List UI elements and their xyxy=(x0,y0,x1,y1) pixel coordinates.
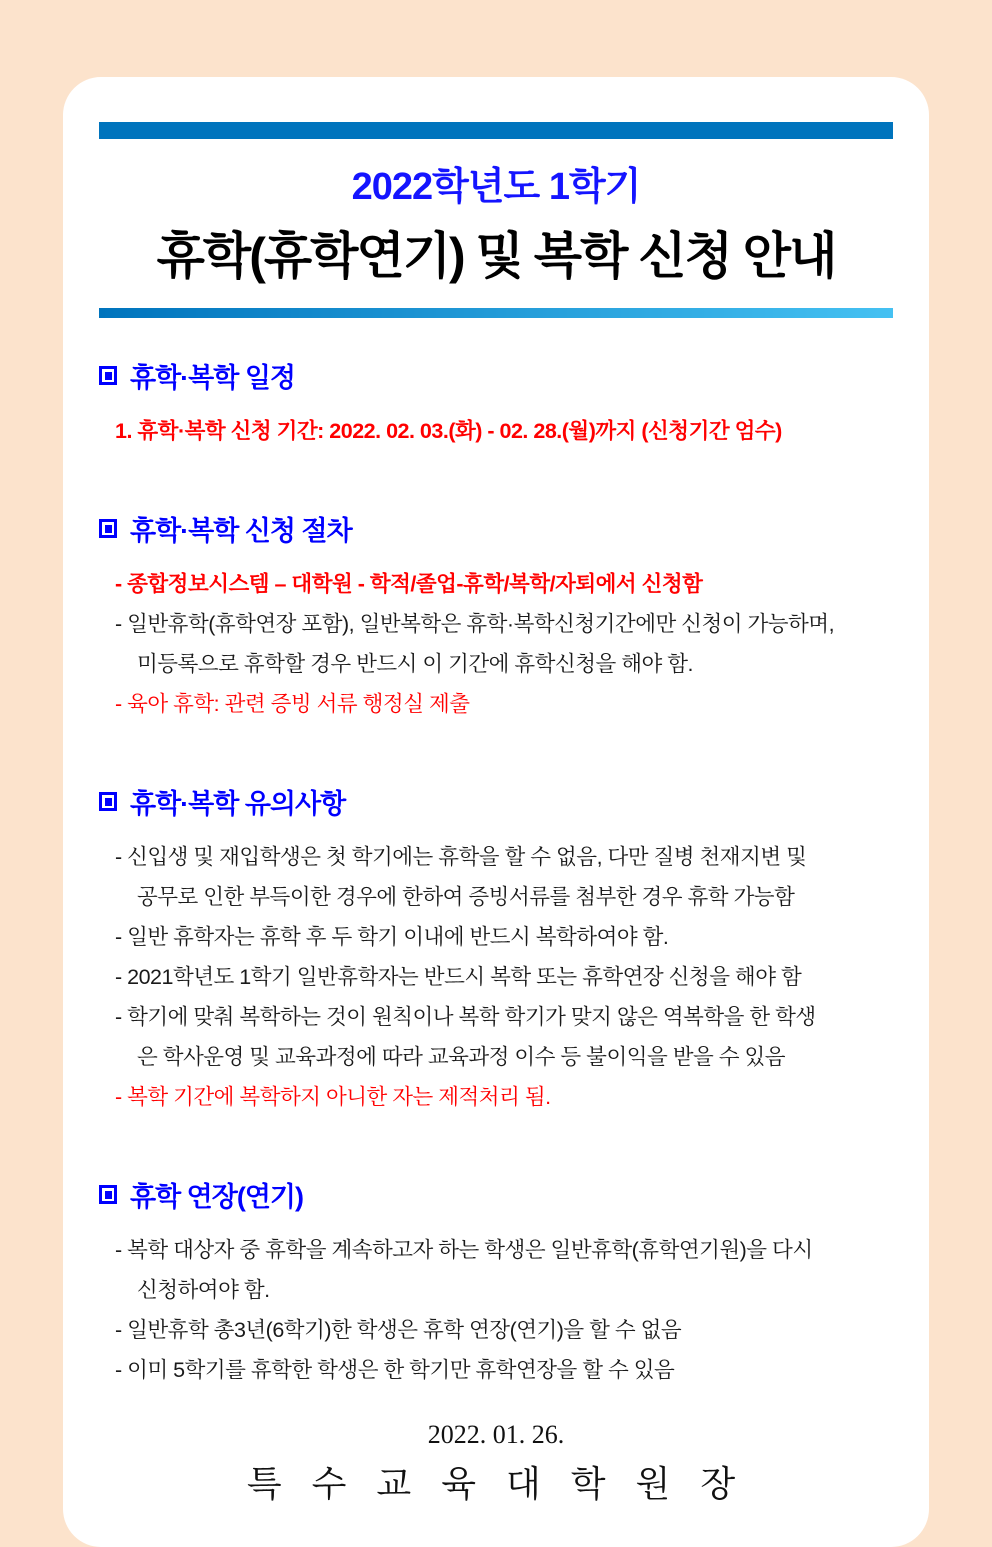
notice-line: - 2021학년도 1학기 일반휴학자는 반드시 복학 또는 휴학연장 신청을 해야 함 xyxy=(115,965,802,989)
section-heading xyxy=(99,509,893,548)
section-heading xyxy=(99,1175,893,1214)
section-procedure xyxy=(99,509,893,724)
notice-line: - 일반휴학(휴학연장 포함), 일반복학은 휴학·복학신청기간에만 신청이 가능하며, xyxy=(115,612,835,636)
square-bullet-icon xyxy=(99,366,117,385)
section-cautions xyxy=(99,782,893,1117)
notice-line: - 신입생 및 재입학생은 첫 학기에는 휴학을 할 수 없음, 다만 질병 천재지변 및 xyxy=(115,845,807,869)
notice-line: - 육아 휴학: 관련 증빙 서류 행정실 제출 xyxy=(115,692,470,716)
notice-line: - 일반휴학 총3년(6학기)한 학생은 휴학 연장(연기)을 할 수 없음 xyxy=(115,1318,682,1342)
title-underline-bar xyxy=(99,308,893,318)
section-title: 휴학·복학 신청 절차 xyxy=(130,516,352,546)
notice-line: - 학기에 맞춰 복학하는 것이 원칙이나 복학 학기가 맞지 않은 역복학을 한 학생 xyxy=(115,1005,816,1029)
notice-line: 은 학사운영 및 교육과정에 따라 교육과정 이수 등 불이익을 받을 수 있음 xyxy=(137,1045,786,1069)
section-extension xyxy=(99,1175,893,1390)
top-accent-bar xyxy=(99,122,893,139)
notice-line: - 복학 기간에 복학하지 아니한 자는 제적처리 됨. xyxy=(115,1085,551,1109)
section-title: 휴학·복학 일정 xyxy=(130,363,295,393)
notice-card xyxy=(63,77,929,1547)
notice-footer xyxy=(99,1420,893,1507)
section-title: 휴학·복학 유의사항 xyxy=(130,789,346,819)
notice-line: - 종합정보시스템 – 대학원 - 학적/졸업-휴학/복학/자퇴에서 신청함 xyxy=(115,572,703,596)
square-bullet-icon xyxy=(99,792,117,811)
section-title: 휴학 연장(연기) xyxy=(130,1182,303,1212)
issue-date: 2022. 01. 26. xyxy=(427,1420,565,1449)
section-schedule xyxy=(99,356,893,451)
notice-line: - 일반 휴학자는 휴학 후 두 학기 이내에 반드시 복학하여야 함. xyxy=(115,925,669,949)
section-heading xyxy=(99,782,893,821)
notice-subtitle: 2022학년도 1학기 xyxy=(351,166,641,208)
notice-line: - 복학 대상자 중 휴학을 계속하고자 하는 학생은 일반휴학(휴학연기원)을 다시 xyxy=(115,1238,813,1262)
issuer-signature: 특 수 교 육 대 학 원 장 xyxy=(246,1463,746,1504)
square-bullet-icon xyxy=(99,1185,117,1204)
notice-line: 미등록으로 휴학할 경우 반드시 이 기간에 휴학신청을 해야 함. xyxy=(137,652,693,676)
notice-line: 공무로 인한 부득이한 경우에 한하여 증빙서류를 첨부한 경우 휴학 가능함 xyxy=(137,885,795,909)
section-heading xyxy=(99,356,893,395)
notice-line: - 이미 5학기를 휴학한 학생은 한 학기만 휴학연장을 할 수 있음 xyxy=(115,1358,675,1382)
notice-line: 신청하여야 함. xyxy=(137,1278,270,1302)
square-bullet-icon xyxy=(99,519,117,538)
notice-title: 휴학(휴학연기) 및 복학 신청 안내 xyxy=(156,228,836,284)
notice-line: 1. 휴학·복학 신청 기간: 2022. 02. 03.(화) - 02. 28.(월)까지 (신청기간 엄수) xyxy=(115,419,782,443)
